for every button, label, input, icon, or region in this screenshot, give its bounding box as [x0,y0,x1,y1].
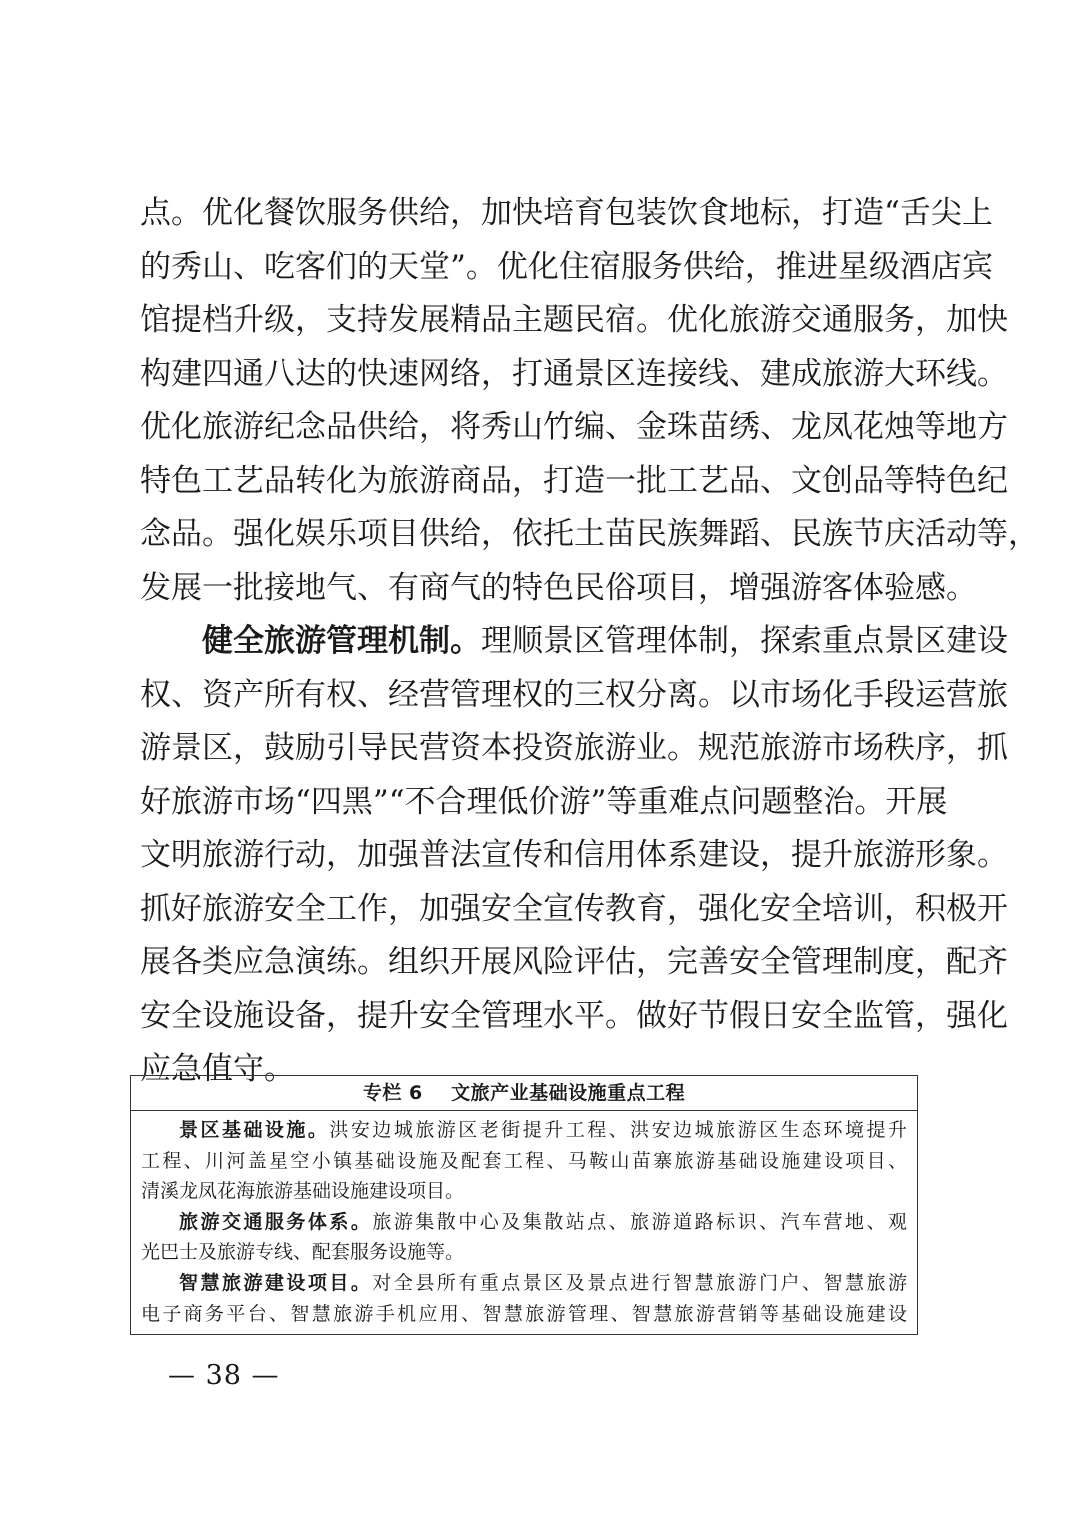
text-line: 特色工艺品转化为旅游商品，打造一批工艺品、文创品等特色纪 [140,462,1008,499]
text-line: 安全设施设备，提升安全管理水平。做好节假日安全监管，强化 [140,997,1008,1034]
body-text [140,187,1039,1097]
paragraph-first-line [140,615,1008,669]
box-item-text: 洪安边城旅游区老街提升工程、洪安边城旅游区生态环境提升 [329,1119,907,1141]
box-item-first-line [141,1207,907,1238]
box-text-line: 工程、川河盖星空小镇基础设施及配套工程、马鞍山苗寨旅游基础设施建设项目、 [141,1149,907,1172]
box-text-line: 电子商务平台、智慧旅游手机应用、智慧旅游管理、智慧旅游营销等基础设施建设 [141,1302,907,1325]
text-line: 发展一批接地气、有商气的特色民俗项目，增强游客体验感。 [140,569,977,606]
box-item-heading: 智慧旅游建设项目。 [179,1271,373,1294]
box-item-text: 旅游集散中心及集散站点、旅游道路标识、汽车营地、观 [372,1210,907,1233]
box-item-heading: 景区基础设施。 [179,1119,330,1141]
text-line: 馆提档升级，支持发展精品主题民宿。优化旅游交通服务，加快 [140,302,1008,338]
page-number: — 38 — [168,1360,280,1391]
text-line: 好旅游市场“四黑”“不合理低价游”等重难点问题整治。开展 [140,783,948,820]
special-column-box [130,1075,918,1335]
paragraph-heading: 健全旅游管理机制。 [202,623,481,659]
text-line: 构建四通八达的快速网络，打通景区连接线、建成旅游大环线。 [140,355,1008,392]
box-item-heading: 旅游交通服务体系。 [179,1210,373,1233]
text-line: 优化旅游纪念品供给，将秀山竹编、金珠苗绣、龙凤花烛等地方 [140,409,1008,445]
text-line: 念品。强化娱乐项目供给，依托土苗民族舞蹈、民族节庆活动等， [140,516,1039,552]
box-body [131,1111,917,1329]
box-title: 专栏 6 文旅产业基础设施重点工程 [131,1076,917,1111]
text-line: 游景区，鼓励引导民营资本投资旅游业。规范旅游市场秩序，抓 [140,730,1008,766]
box-text-line: 光巴士及旅游专线、配套服务设施等。 [141,1241,465,1264]
box-item-first-line [141,1115,907,1146]
text-line: 抓好旅游安全工作，加强安全宣传教育，强化安全培训，积极开 [140,890,1008,927]
text-line: 应急值守。 [140,1051,295,1087]
box-item-first-line [141,1268,907,1299]
text-line: 权、资产所有权、经营管理权的三权分离。以市场化手段运营旅 [140,676,1008,713]
text-line: 的秀山、吃客们的天堂”。优化住宿服务供给，推进星级酒店宾 [140,248,993,285]
text-line: 文明旅游行动，加强普法宣传和信用体系建设，提升旅游形象。 [140,837,1008,873]
box-item-text: 对全县所有重点景区及景点进行智慧旅游门户、智慧旅游 [372,1271,907,1294]
text-line: 点。优化餐饮服务供给，加快培育包装饮食地标，打造“舌尖上 [140,195,993,231]
paragraph-text: 理顺景区管理体制，探索重点景区建设 [481,623,1008,659]
text-line: 展各类应急演练。组织开展风险评估，完善安全管理制度，配齐 [140,944,1008,980]
box-text-line: 清溪龙凤花海旅游基础设施建设项目。 [141,1180,465,1203]
